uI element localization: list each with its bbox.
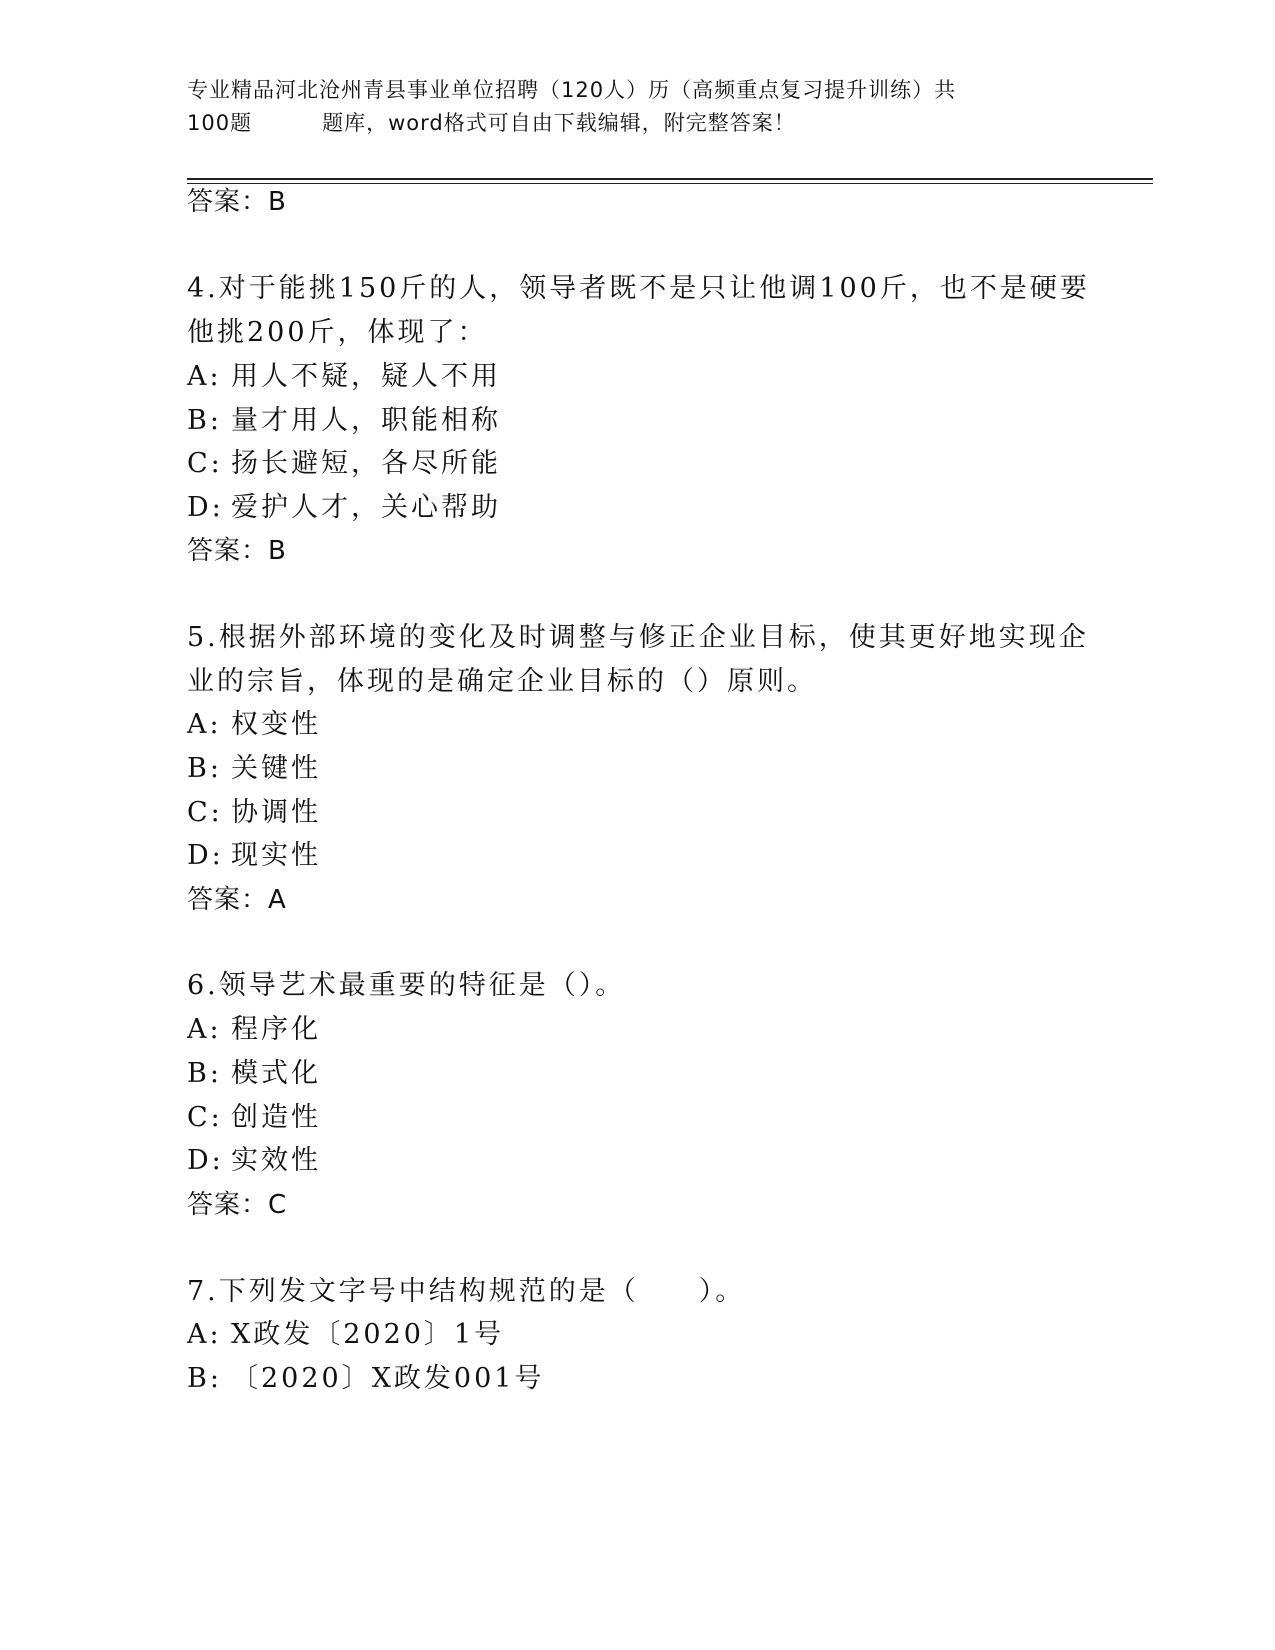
- option-letter: D:: [187, 1145, 224, 1176]
- question-5-option-d: [187, 838, 321, 874]
- option-text: X政发〔2020〕1号: [231, 1319, 505, 1350]
- option-letter: A:: [187, 1319, 222, 1350]
- option-text: 爱护人才，关心帮助: [231, 492, 501, 523]
- question-5-option-b: [187, 751, 321, 787]
- question-7-option-b: [187, 1361, 544, 1397]
- option-letter: B:: [187, 1363, 222, 1394]
- question-5-stem-line2: 业的宗旨，体现的是确定企业目标的（）原则。: [187, 666, 817, 697]
- option-letter: D:: [187, 840, 224, 871]
- header-title-line1: 专业精品河北沧州青县事业单位招聘（120人）历（高频重点复习提升训练）共: [187, 78, 957, 102]
- option-text: 协调性: [231, 797, 321, 828]
- header-question-count: 100题: [187, 111, 253, 135]
- question-6-option-a: [187, 1012, 321, 1048]
- option-letter: A:: [187, 1014, 222, 1045]
- option-text: 实效性: [231, 1145, 321, 1176]
- question-6-option-b: [187, 1056, 321, 1092]
- question-5-option-a: [187, 707, 321, 743]
- option-letter: B:: [187, 753, 222, 784]
- option-letter: B:: [187, 1058, 222, 1089]
- option-text: 权变性: [231, 709, 321, 740]
- option-letter: D:: [187, 492, 224, 523]
- option-text: 程序化: [231, 1014, 321, 1045]
- question-4-option-c: [187, 446, 501, 482]
- question-4-option-d: [187, 490, 501, 526]
- option-text: 创造性: [231, 1102, 321, 1133]
- question-4-option-a: [187, 359, 501, 395]
- question-5-option-c: [187, 795, 321, 831]
- question-4-stem-line1: 4.对于能挑150斤的人，领导者既不是只让他调100斤，也不是硬要: [187, 273, 1090, 304]
- header-description: 题库，word格式可自由下载编辑，附完整答案！: [322, 111, 796, 135]
- option-text: 扬长避短，各尽所能: [231, 448, 501, 479]
- question-4-answer: 答案：B: [187, 536, 287, 566]
- option-text: 现实性: [231, 840, 321, 871]
- question-6-option-c: [187, 1100, 321, 1136]
- question-4-option-b: [187, 403, 501, 439]
- answer-previous: 答案：B: [187, 187, 287, 217]
- option-letter: A:: [187, 709, 222, 740]
- question-4-stem-line2: 他挑200斤，体现了：: [187, 317, 488, 348]
- option-text: 用人不疑，疑人不用: [231, 361, 501, 392]
- option-letter: A:: [187, 361, 222, 392]
- question-6-option-d: [187, 1143, 321, 1179]
- option-text: 关键性: [231, 753, 321, 784]
- option-text: 模式化: [231, 1058, 321, 1089]
- option-letter: B:: [187, 405, 222, 436]
- option-letter: C:: [187, 448, 223, 479]
- question-5-stem-line1: 5.根据外部环境的变化及时调整与修正企业目标，使其更好地实现企: [187, 622, 1089, 653]
- header-title-line2: [187, 107, 1067, 140]
- option-text: 量才用人，职能相称: [231, 405, 501, 436]
- question-6-stem-line1: 6.领导艺术最重要的特征是（）。: [187, 970, 626, 1001]
- header-rule-thick: [187, 178, 1153, 180]
- header-rule-thin: [187, 183, 1153, 184]
- question-7-option-a: [187, 1317, 504, 1353]
- question-6-answer: 答案：C: [187, 1190, 288, 1220]
- option-text: 〔2020〕X政发001号: [231, 1363, 545, 1394]
- question-5-answer: 答案：A: [187, 885, 287, 915]
- option-letter: C:: [187, 797, 223, 828]
- page-header: [187, 74, 1067, 140]
- option-letter: C:: [187, 1102, 223, 1133]
- question-7-stem-line1: 7.下列发文字号中结构规范的是（ ）。: [187, 1276, 746, 1307]
